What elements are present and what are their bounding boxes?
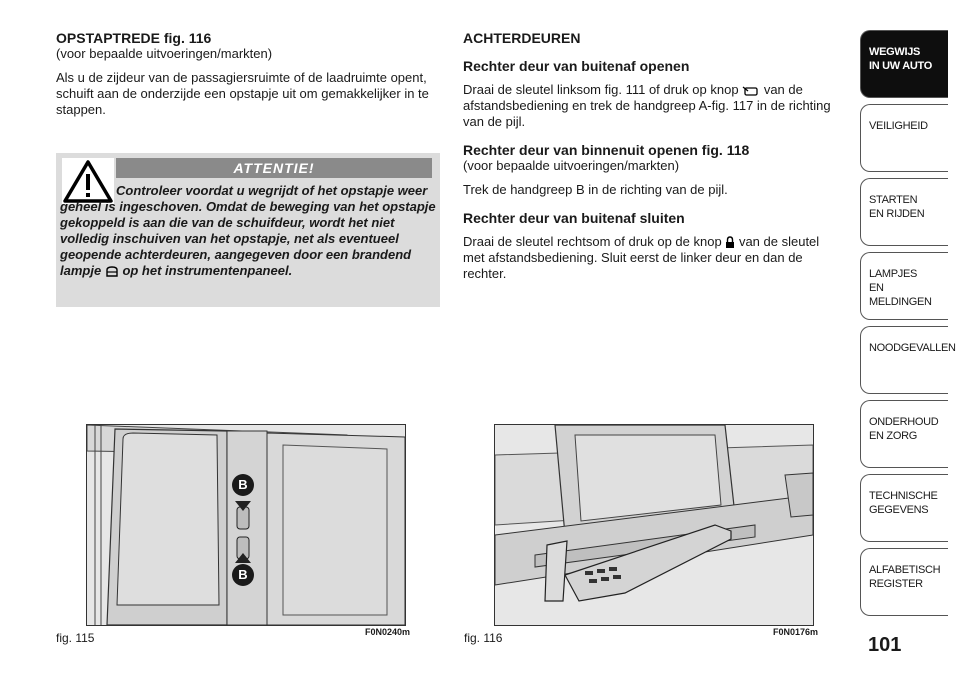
unlock-key-icon — [742, 85, 760, 97]
subsection-body-3-part2: van de sleutel met afstandsbediening. Sluit eerst de linker deur en dan de rechter. — [463, 234, 820, 281]
figure-115-drawing — [87, 425, 405, 625]
subsection-body-2: Trek de handgreep B in de richting van de pijl. — [463, 182, 728, 197]
subsection-heading-1: Rechter deur van buitenaf openen — [463, 58, 690, 74]
subsection-body-1 — [463, 82, 843, 130]
figure-115-image — [86, 424, 406, 626]
figure-116-code: F0N0176m — [773, 627, 819, 637]
sidebar-item-wegwijs[interactable]: WEGWIJS IN UW AUTO — [860, 30, 948, 98]
callout-b-bottom: B — [232, 564, 254, 586]
subsection-sub-2: (voor bepaalde uitvoeringen/markten) — [463, 158, 680, 173]
sidebar-item-technische[interactable]: TECHNISCHE GEGEVENS — [860, 474, 948, 542]
section-body: Als u de zijdeur van de passagiersruimte of de laadruimte opent, schuift aan de onderzijde een opstapje uit om gemakkelijker in te stappen. — [56, 70, 429, 117]
callout-b-top: B — [232, 474, 254, 496]
warning-text — [60, 183, 438, 279]
sidebar-item-veiligheid[interactable]: VEILIGHEID — [860, 104, 948, 172]
warning-heading: ATTENTIE! — [116, 158, 432, 178]
subsection-heading-2: Rechter deur van binnenuit openen fig. 118 — [463, 142, 750, 158]
sidebar-item-starten[interactable]: STARTEN EN RIJDEN — [860, 178, 948, 246]
figure-116-caption: fig. 116 — [464, 631, 503, 645]
left-column — [56, 30, 440, 118]
subsection-heading-3: Rechter deur van buitenaf sluiten — [463, 210, 685, 226]
figure-116-image — [494, 424, 814, 626]
sidebar-item-onderhoud[interactable]: ONDERHOUD EN ZORG — [860, 400, 948, 468]
subsection-body-3-part1: Draai de sleutel rechtsom of druk op de knop — [463, 234, 722, 249]
open-door-lamp-icon — [105, 266, 119, 278]
section-title-achterdeuren: ACHTERDEUREN — [463, 30, 581, 46]
warning-box — [56, 153, 440, 307]
figure-115-code: F0N0240m — [365, 627, 411, 637]
sidebar-item-noodgevallen[interactable]: NOODGEVALLEN — [860, 326, 948, 394]
section-title-opstaptrede: OPSTAPTREDE fig. 116 — [56, 30, 212, 46]
right-column — [463, 30, 843, 282]
section-subtitle: (voor bepaalde uitvoeringen/markten) — [56, 46, 273, 61]
sidebar-item-lampjes[interactable]: LAMPJES EN MELDINGEN — [860, 252, 948, 320]
warning-text-part2: op het instrumentenpaneel. — [122, 263, 293, 278]
subsection-body-1-part2: van de afstandsbediening en trek de handgreep A-fig. 117 in de richting van de pijl. — [463, 82, 831, 129]
warning-text-part1: Controleer voordat u wegrijdt of het opstapje weer geheel is ingeschoven. Omdat de beweging van het opstapje gekoppeld is aan die van de schuifdeur, wordt het niet volledig inschuiven van het opstapje, net als eventueel geopende achterdeuren, aangegeven door een brandend lampje — [60, 183, 436, 278]
chapter-sidebar — [860, 30, 956, 622]
page-number: 101 — [868, 634, 902, 656]
padlock-icon — [725, 236, 735, 249]
subsection-body-3 — [463, 234, 843, 282]
subsection-body-1-part1: Draai de sleutel linksom fig. 111 of druk op knop — [463, 82, 739, 97]
sidebar-item-alfabetisch[interactable]: ALFABETISCH REGISTER — [860, 548, 948, 616]
figure-115-caption: fig. 115 — [56, 631, 95, 645]
figure-116-drawing — [495, 425, 813, 625]
